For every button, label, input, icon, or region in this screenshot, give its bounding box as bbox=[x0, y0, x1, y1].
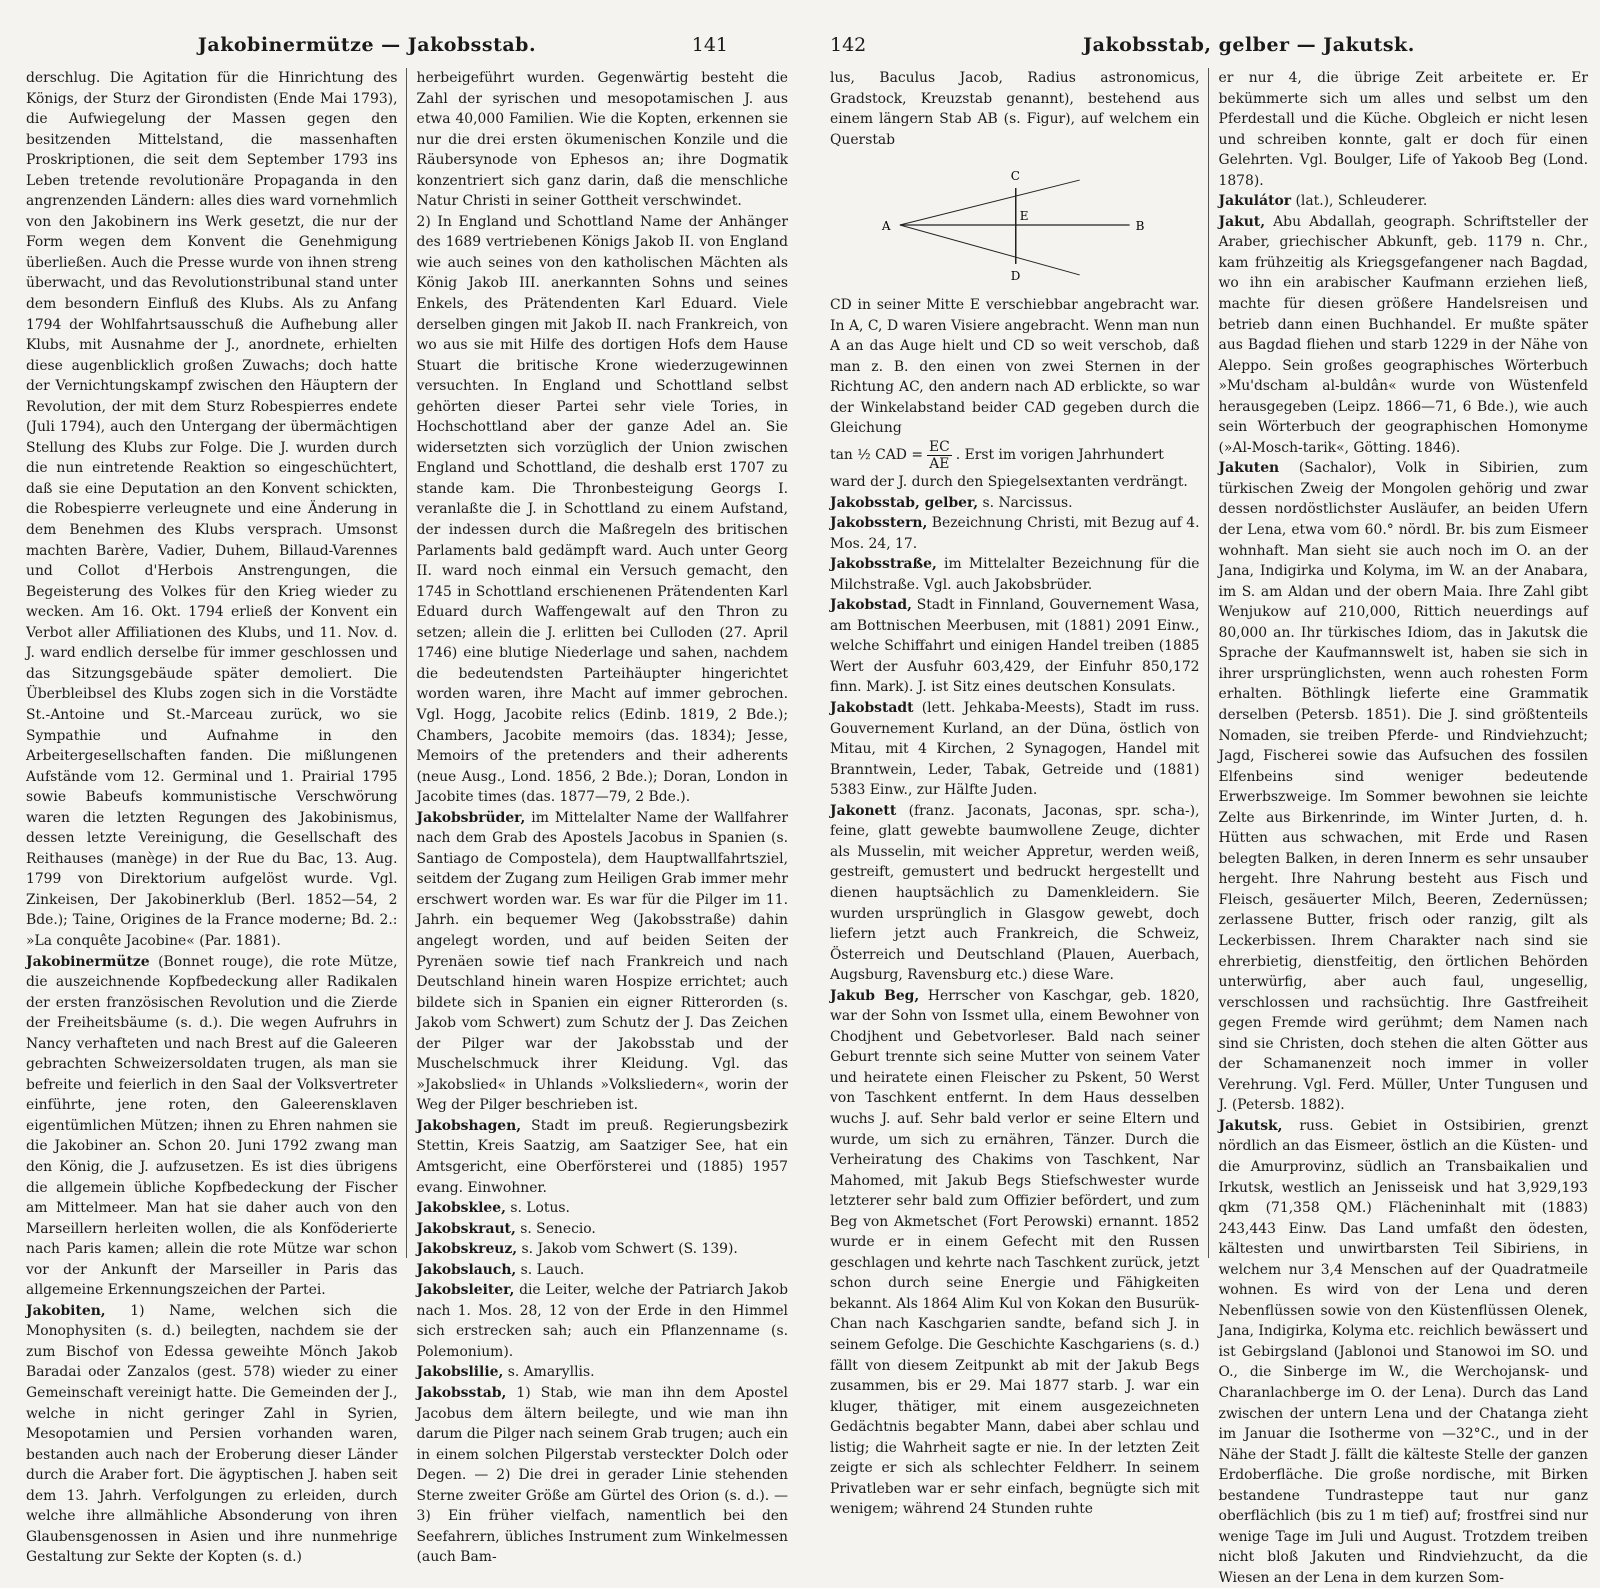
dictionary-entry bbox=[417, 1260, 789, 1281]
entry-headword: Jakobslilie, bbox=[416, 1364, 504, 1381]
header-title: Jakobinermütze — Jakobsstab. bbox=[197, 34, 537, 56]
entry-headword: Jakobskreuz, bbox=[416, 1241, 518, 1258]
dictionary-entry bbox=[830, 698, 1200, 801]
dictionary-entry bbox=[417, 1239, 789, 1260]
dictionary-entry bbox=[1219, 68, 1589, 191]
entry-text: (lat.), Schleuderer. bbox=[1291, 193, 1428, 210]
dictionary-entry bbox=[417, 1383, 789, 1568]
dictionary-entry bbox=[1219, 1116, 1589, 1588]
entry-headword: Jakobsklee, bbox=[416, 1200, 506, 1217]
dictionary-entry bbox=[830, 513, 1200, 554]
entry-text: Abu Abdallah, geograph. Schriftsteller der Araber, griechischer Abkunft, geb. 1179 n. Chr., kam frühzeitig als Kriegsgefangener nach Bagdad, wo ihn ein arabischer Kaufmann erziehen ließ, machte für diesen größere Handelsreisen und betrieb dann einen Buchhandel. Er mußte später aus Bagdad fliehen und starb 1229 in der Nähe von Aleppo. Sein großes geographisches Wörterbuch »Mu'dscham al-buldân« wurde von Wüstenfeld herausgegeben (Leipz. 1866—71, 6 Bde.), wie auch sein Wörterbuch der geographischen Homonyme (»Al-Mosch-tarik«, Götting. 1846). bbox=[1218, 213, 1588, 456]
entry-headword: Jakutsk, bbox=[1218, 1117, 1283, 1134]
entry-continuation: CD in seiner Mitte E verschiebbar angebracht war. In A, C, D waren Visiere angebracht. Wenn man nun A an das Auge hielt und CD so weit verschob, daß man z. B. den einen von zwei Sternen in der Richtung AC, den andern nach AD erblickte, so war der Winkelabstand beider CAD gegeben durch die Gleichung bbox=[830, 297, 1200, 437]
entry-continuation: lus, Baculus Jacob, Radius astronomicus, Gradstock, Kreuzstab genannt), bestehend aus einem längern Stab AB (s. Figur), auf welchem ein Querstab bbox=[830, 70, 1200, 148]
entry-text: 1) Name, welchen sich die Monophysiten (s. d.) beilegten, nachdem sie der zum Bischof von Edessa geweihte Mönch Jakob Baradai oder Zanzalos (gest. 578) wieder zu einer Gemeinschaft vereinigt hatte. Die Gemeinden der J., welche in nicht geringer Zahl in Syrien, Mesopotamien und Persien vorhanden waren, bestanden auch nach der Eroberung dieser Länder durch die Araber fort. Die ägyptischen J. haben seit dem 13. Jahrh. Verfolgungen zu erleiden, durch welche ihre allmähliche Absonderung von ihren Glaubensgenossen in Asien und ihre nunmehrige Gestaltung zur Sekte der Kopten (s. d.) bbox=[26, 1302, 398, 1566]
entry-headword: Jakobslauch, bbox=[416, 1261, 517, 1278]
text-column-2 bbox=[1218, 68, 1589, 1586]
entry-text: s. Jakob vom Schwert (S. 139). bbox=[517, 1241, 738, 1258]
entry-text: s. Lotus. bbox=[505, 1200, 570, 1217]
formula bbox=[830, 439, 1200, 472]
formula-rest: . Erst im vorigen Jahrhundert bbox=[955, 447, 1164, 464]
text-column-1 bbox=[830, 68, 1209, 1518]
entry-text: er nur 4, die übrige Zeit arbeitete er. Er bekümmerte sich um alles und selbst um den Pferdestall und die Küche. Obgleich er nicht lesen und schreiben konnte, galt er doch für einen Gelehrten. Vgl. Boulger, Life of Yakoob Beg (Lond. 1878). bbox=[1218, 70, 1588, 189]
entry-headword: Jakobskraut, bbox=[416, 1220, 516, 1237]
entry-text: s. Lauch. bbox=[516, 1261, 585, 1278]
entry-headword: Jakobinermütze bbox=[26, 953, 150, 970]
dictionary-entry bbox=[830, 801, 1200, 986]
page-header bbox=[26, 34, 788, 68]
formula-numerator: EC bbox=[928, 439, 950, 456]
entry-headword: Jakulátor bbox=[1218, 193, 1292, 210]
entry-text: (lett. Jehkaba-Meests), Stadt im russ. Gouvernement Kurland, an der Düna, östlich von Mitau, mit 4 Kirchen, 2 Synagogen, Handel mit Branntwein, Leder, Tabak, Getreide und (1881) 5383 Einw., zur Hälfte Juden. bbox=[830, 700, 1200, 799]
entry-text: derschlug. Die Agitation für die Hinrichtung des Königs, der Sturz der Girondisten (Ende Mai 1793), die Aufwiegelung der Massen gegen den besitzenden Mittelstand, die massenhaften Proskriptionen, die seit dem September 1793 ins Leben tretende revolutionäre Propaganda in den angrenzenden Ländern: alles dies ward vornehmlich von den Jakobinern ins Werk gesetzt, die nur der Form wegen dem Konvent die Genehmigung überließen. Auch die Presse wurde von ihnen streng überwacht, und das Revolutionstribunal stand unter dem besondern Einfluß des Klubs. Als zu Anfang 1794 der Wohlfahrtsausschuß die Aufhebung aller Klubs, mit Ausnahme der J., anordnete, erhielten diese augenblicklich großen Zuwachs; doch hatte der Vernichtungskampf zwischen den Häuptern der Revolution, der mit dem Sturz Robespierres endete (Juli 1794), auch den Untergang der übermächtigen Stellung des Klubs zur Folge. Die J. wurden durch die nun eintretende Reaktion so eingeschüchtert, daß sie eine Deputation an den Konvent schickten, die Robespierre verleugnete und eine Änderung in dem Benehmen des Klubs versprach. Umsonst machten Barère, Vadier, Duhem, Billaud-Varennes und Collot d'Herbois Anstrengungen, die Begeisterung des Volkes für den Krieg wieder zu wecken. Am 16. Okt. 1794 erließ der Konvent ein Verbot aller Affiliationen des Klubs, und 11. Nov. d. J. ward endlich derselbe für immer geschlossen und das Sitzungsgebäude später demoliert. Die Überbleibsel des Klubs zogen sich in die Vorstädte St.-Antoine und St.-Marceau zurück, wo sie Sympathie und Aufnahme in den Arbeitergesellschaften fanden. Die mißlungenen Aufstände vom 12. Germinal und 1. Prairial 1795 sowie Babeufs kommunistische Verschwörung waren die letzten Regungen des Jakobinismus, dessen letzte Vereinigung, die Gesellschaft des Reithauses (manège) in der Rue du Bac, 13. Aug. 1799 von Direktorium aufgelöst wurde. Vgl. Zinkeisen, Der Jakobinerklub (Berl. 1852—54, 2 Bde.); Taine, Origines de la France moderne; Bd. 2.: »La conquête Jacobine« (Par. 1881). bbox=[26, 70, 398, 949]
dictionary-entry bbox=[830, 493, 1200, 514]
header-title: Jakobsstab, gelber — Jakutsk. bbox=[1083, 34, 1415, 56]
formula-denominator: AE bbox=[929, 456, 950, 473]
dictionary-entry bbox=[830, 595, 1200, 698]
entry-text: im Mittelalter Name der Wallfahrer nach dem Grab des Apostels Jacobus in Spanien (s. Santiago de Compostela), dem Hauptwallfahrtsziel, seitdem der Zugang zum Heiligen Grab immer mehr erschwert worden war. Es war für die Pilger im 11. Jahrh. ein bequemer Weg (Jakobsstraße) dahin angelegt worden, und auf beiden Seiten der Pyrenäen sowie tief nach Frankreich und nach Deutschland hinein waren Hospize errichtet; auch bildete sich in Spanien ein eigner Ritterorden (s. Jakob vom Schwert) zum Schutz der J. Das Zeichen der Pilger war der Jakobsstab und der Muschelschmuck ihrer Kleidung. Vgl. das »Jakobslied« in Uhlands »Volksliedern«, worin der Weg der Pilger beschrieben ist. bbox=[416, 809, 788, 1114]
text-column-2 bbox=[416, 68, 789, 1566]
text-column-1 bbox=[26, 68, 407, 1566]
entry-headword: Jakobstad, bbox=[830, 597, 912, 614]
entry-headword: Jakobsstern, bbox=[830, 515, 928, 532]
label-e: E bbox=[1019, 209, 1029, 224]
page-header bbox=[830, 34, 1588, 68]
dictionary-entry bbox=[26, 952, 398, 1301]
formula-lhs: tan ½ CAD = bbox=[830, 447, 923, 464]
entry-text: 2) In England und Schottland Name der Anhänger des 1689 vertriebenen Königs Jakob II. von England wie auch seines von den katholischen Mächten als König Jakob III. anerkannten Sohns und seines Enkels, des Prätendenten Karl Eduard. Viele derselben gingen mit Jakob II. nach Frankreich, von wo aus sie mit Hilfe des dortigen Hofs dem Hause Stuart die britische Krone wiederzugewinnen versuchten. In England und Schottland selbst gehörten dieser Partei sehr viele Tories, in Hochschottland aber der ganze Adel an. Sie widersetzten sich vorzüglich der Union zwischen England und Schottland, die deshalb erst 1707 zu stande kam. Die Thronbesteigung Georgs I. veranlaßte die J. in Schottland zu einem Aufstand, der indessen durch die Maßregeln des britischen Parlaments bald gedämpft ward. Auch unter Georg II. ward noch einmal ein Versuch gemacht, den 1745 in Schottland erschienenen Prätendenten Karl Eduard durch Waffengewalt auf den Thron zu setzen; allein die J. erlitten bei Culloden (27. April 1746) eine blutige Niederlage und sahen, nachdem die bedeutendsten Parteihäupter hingerichtet worden waren, ihre Macht auf immer gebrochen. Vgl. Hogg, Jacobite relics (Edinb. 1819, 2 Bde.); Chambers, Jacobite memoirs (das. 1834); Jesse, Memoirs of the pretenders and their adherents (neue Ausg., Lond. 1856, 2 Bde.); Doran, London in Jacobite times (das. 1877—79, 2 Bde.). bbox=[416, 213, 788, 806]
entry-headword: Jakobiten, bbox=[26, 1302, 106, 1319]
sight-line-ad bbox=[900, 225, 1080, 275]
entry-text: (Sachalor), Volk in Sibirien, zum türkischen Zweig der Mongolen gehörig und zwar dessen nordöstlichster Ausläufer, an beiden Ufern der Lena, etwa vom 60.° nördl. Br. bis zum Eismeer wohnhaft. Man sieht sie auch noch im O. an der Jana, Indigirka und Kolyma, im W. an der Anabara, im S. am Aldan und der obern Maia. Ihre Zahl gibt Wenjukow auf 210,000, Rittich neuerdings auf 80,000 an. Ihr türkisches Idiom, das in Jakutsk die Sprache der Kaufmannswelt ist, haben sie sich in ihrer ursprünglichsten, wenn auch rohesten Form erhalten. Böthlingk lieferte eine Grammatik derselben (Petersb. 1851). Die J. sind größtenteils Nomaden, sie treiben Pferde- und Rindviehzucht; Jagd, Fischerei sowie das Aufsuchen des fossilen Elfenbeins sind weniger bedeutende Erwerbszweige. Im Sommer bewohnen sie leichte Zelte aus Birkenrinde, im Winter Jurten, d. h. Hütten aus schwachen, mit Erde und Rasen belegten Balken, in deren Innerm es sehr unsauber hergeht. Ihre Nahrung besteht aus Fisch und Fleisch, gesäuerter Milch, Beeren, Zedernüssen; zerlassene Butter, frisch oder ranzig, gilt als Leckerbissen. Ihrem Charakter nach sind sie ehrerbietig, dienstfeitig, den örtlichen Behörden unterwürfig, aber auch faul, ungesellig, verschlossen und rachsüchtig. Ihre Gastfreiheit gegen Fremde wird gerühmt; dem Namen nach sind sie Christen, doch stehen die alten Götter aus der Schamanenzeit noch immer in voller Verehrung. Vgl. Ferd. Müller, Unter Tungusen und J. (Petersb. 1882). bbox=[1218, 460, 1588, 1114]
entry-text: 1) Stab, wie man ihn dem Apostel Jacobus dem ältern beilegte, und wie man ihn darum die Pilger nach seinem Grab trugen; auch ein in einem solchen Pilgerstab versteckter Dolch oder Degen. — 2) Die drei in gerader Linie stehenden Sterne zweiter Größe am Gürtel des Orion (s. d.). — 3) Ein früher vielfach, namentlich bei den Seefahrern, übliches Instrument zum Winkelmessen (auch Bam- bbox=[416, 1385, 788, 1566]
dictionary-entry bbox=[417, 1362, 789, 1383]
entry-text: (franz. Jaconats, Jaconas, spr. scha-), feine, glatt gewebte baumwollene Zeuge, dichter als Musselin, mit weicher Appretur, werden weiß, gestreift, gemustert und bedruckt hergestellt und dienen hauptsächlich zu Damenkleidern. Sie wurden ursprünglich in Glasgow gewebt, doch liefern jetzt auch Frankreich, die Schweiz, Österreich und Deutschland (Plauen, Auerbach, Augsburg, Ravensburg etc.) diese Ware. bbox=[830, 802, 1200, 984]
left-page bbox=[0, 0, 800, 1566]
entry-text: Herrscher von Kaschgar, geb. 1820, war der Sohn von Issmet ulla, einem Bewohner von Chodjhent und Gebetvorleser. Bald nach seiner Geburt trennte sich seine Mutter von seinem Vater und heiratete einen Fleischer zu Pskent, 50 Werst von Taschkent entfernt. In dem Haus desselben wuchs J. auf. Sehr bald verlor er seine Eltern und wurde, um sich zu ernähren, Tänzer. Durch die Verheiratung des Chakims von Taschkent, Nar Mahomed, mit Jakub Begs Stiefschwester wurde letzterer sehr bald zum Offizier befördert, und zum Beg von Akmetschet (Fort Perowski) ernannt. 1852 wurde er in einem Gefecht mit den Russen geschlagen und kehrte nach Taschkent zurück, jetzt schon durch seine Energie und Fähigkeiten bekannt. Als 1864 Alim Kul von Kokan den Busurük-Chan nach Kaschgarien sandte, befand sich J. in seinem Gefolge. Die Geschichte Kaschgariens (s. d.) fällt von diesem Zeitpunkt ab mit der Jakub Begs zusammen, bis er 29. Mai 1877 starb. J. war ein kluger, thätiger, mit einem ausgezeichneten Gedächtnis begabter Mann, dabei aber schlau und listig; die Wahrheit sagte er nie. In der letzten Zeit zeigte er sich als schlechter Feldherr. In seinem Privatleben war er sehr einfach, begnügte sich mit wenigem; während 24 Stunden ruhte bbox=[830, 987, 1200, 1518]
formula-fraction bbox=[927, 439, 952, 472]
dictionary-entry bbox=[417, 212, 789, 808]
dictionary-entry bbox=[26, 68, 398, 952]
entry-text: herbeigeführt wurden. Gegenwärtig besteht die Zahl der syrischen und mesopotamischen J. aus etwa 40,000 Familien. Wie die Kopten, erkennen sie nur die drei ersten ökumenischen Konzile und die Räubersynode von Ephesos an; ihre Dogmatik konzentriert sich ganz darin, daß die menschliche Natur Christi in seiner Gottheit verschwindet. bbox=[416, 70, 788, 210]
entry-headword: Jakobsstab, gelber, bbox=[830, 494, 979, 511]
entry-headword: Jakobsstab, bbox=[416, 1385, 507, 1401]
dictionary-entry bbox=[830, 986, 1200, 1520]
entry-text: Stadt in Finnland, Gouvernement Wasa, am Bottnischen Meerbusen, mit (1881) 2091 Einw., welche Schiffahrt und einigen Handel treiben (1885 Wert der Ausfuhr 603,429, der Einfuhr 850,172 finn. Mark). J. ist Sitz eines deutschen Konsulats. bbox=[830, 597, 1200, 696]
dictionary-entry bbox=[26, 1301, 398, 1568]
entry-text: Stadt im preuß. Regierungsbezirk Stettin, Kreis Saatzig, am Saatziger See, hat ein Amtsgericht, eine Oberförsterei und (1885) 1957 evang. Einwohner. bbox=[416, 1117, 788, 1196]
dictionary-entry bbox=[417, 68, 789, 212]
entry-headword: Jakobsleiter, bbox=[416, 1282, 515, 1299]
entry-text: die Leiter, welche der Patriarch Jakob nach 1. Mos. 28, 12 von der Erde in den Himmel sich erstrecken sah; auch ein Pflanzenname (s. Polemonium). bbox=[416, 1282, 788, 1360]
jakobsstab-figure bbox=[830, 150, 1200, 295]
dictionary-entry bbox=[417, 808, 789, 1116]
entry-headword: Jakobstadt bbox=[830, 700, 914, 717]
entry-text: s. Senecio. bbox=[515, 1220, 596, 1237]
entry-continuation: ward der J. durch den Spiegelsextanten verdrängt. bbox=[830, 474, 1188, 491]
entry-headword: Jakub Beg, bbox=[830, 987, 920, 1004]
entry-headword: Jakut, bbox=[1218, 213, 1266, 230]
entry-text: s. Narcissus. bbox=[978, 494, 1073, 511]
label-b: B bbox=[1135, 219, 1145, 234]
entry-headword: Jakonett bbox=[830, 802, 897, 819]
entry-text: im Mittelalter Bezeichnung für die Milchstraße. Vgl. auch Jakobsbrüder. bbox=[830, 556, 1200, 593]
entry-headword: Jakuten bbox=[1218, 460, 1280, 477]
entry-text: s. Amaryllis. bbox=[503, 1364, 595, 1381]
page-number: 141 bbox=[691, 34, 728, 56]
jakobsstab-diagram bbox=[830, 150, 1200, 295]
label-c: C bbox=[1010, 169, 1020, 184]
dictionary-entry bbox=[1219, 458, 1589, 1116]
dictionary-entry bbox=[830, 554, 1200, 595]
page-number: 142 bbox=[830, 34, 867, 56]
dictionary-entry bbox=[417, 1219, 789, 1240]
label-d: D bbox=[1010, 269, 1021, 284]
dictionary-entry bbox=[1219, 212, 1589, 459]
entry-text: (Bonnet rouge), die rote Mütze, die auszeichnende Kopfbedeckung aller Radikalen der ersten französischen Revolution und die Zierde der Freiheitsbäume (s. d.). Die wegen Aufruhrs in Nancy verhafteten und nach Brest auf die Galeeren gebrachten Schweizersoldaten trugen, als man sie befreite und feierlich in den Saal der Volksvertreter einführte, jene roten, den Galeerensklaven eigentümlichen Mützen; ihnen zu Ehren nahmen sie die Jakobiner an. Schon 20. Juni 1792 zwang man den König, die J. aufzusetzen. Es ist dies übrigens die allgemein übliche Kopfbedeckung der Fischer am Mittelmeer. Man hat sie daher auch von den Marseillern herleiten wollen, die als Konföderierte nach Paris kamen; allein die rote Mütze war schon vor der Ankunft der Marseiller in Paris das allgemeine Erkennungszeichen der Partei. bbox=[26, 953, 398, 1299]
dictionary-entry bbox=[417, 1116, 789, 1198]
right-page bbox=[800, 0, 1600, 1586]
entry-text: Bezeichnung Christi, mit Bezug auf 4. Mos. 24, 17. bbox=[830, 515, 1200, 552]
sight-line-ac bbox=[900, 180, 1080, 225]
entry-headword: Jakobsbrüder, bbox=[416, 809, 526, 826]
entry-text: russ. Gebiet in Ostsibirien, grenzt nördlich an das Eismeer, östlich an die Küsten- und die Amurprovinz, südlich an Transbaikalien und Irkutsk, westlich an Jenisseisk und hat 3,929,193 qkm (71,358 QM.) Flächeninhalt mit (1883) 243,443 Einw. Das Land umfaßt den ödesten, kältesten und unwirtbarsten Teil Sibiriens, in welchem nur 3,4 Menschen auf der Quadratmeile wohnen. Es wird von der Lena und deren Nebenflüssen sowie von den Küstenflüssen Olenek, Jana, Indigirka, Kolyma etc. reichlich bewässert und ist Gebirgsland (Jablonoi und Stanowoi im SO. und O., die Sinberge im W., die Werchojansk- und Charanlachberge im O. der Lena). Durch das Land zwischen der untern Lena und der Chatanga zieht im Januar die Isotherme von —32°C., und in der Nähe der Stadt J. fällt die kälteste Stelle der ganzen Erdoberfläche. Die große nordische, mit Birken bestandene Tundrasteppe taut nur ganz oberflächlich (bis zu 1 m tief) auf; frostfrei sind nur wenige Tage im Juli und August. Trotzdem treiben nicht bloß Jakuten und Rindviehzucht, da die Wiesen an der Lena in dem kurzen Som- bbox=[1218, 1117, 1588, 1586]
dictionary-entry bbox=[417, 1198, 789, 1219]
dictionary-entry bbox=[417, 1280, 789, 1362]
label-a: A bbox=[881, 219, 891, 234]
entry-headword: Jakobsstraße, bbox=[830, 556, 937, 573]
entry-headword: Jakobshagen, bbox=[416, 1117, 522, 1134]
dictionary-entry bbox=[1219, 191, 1589, 212]
